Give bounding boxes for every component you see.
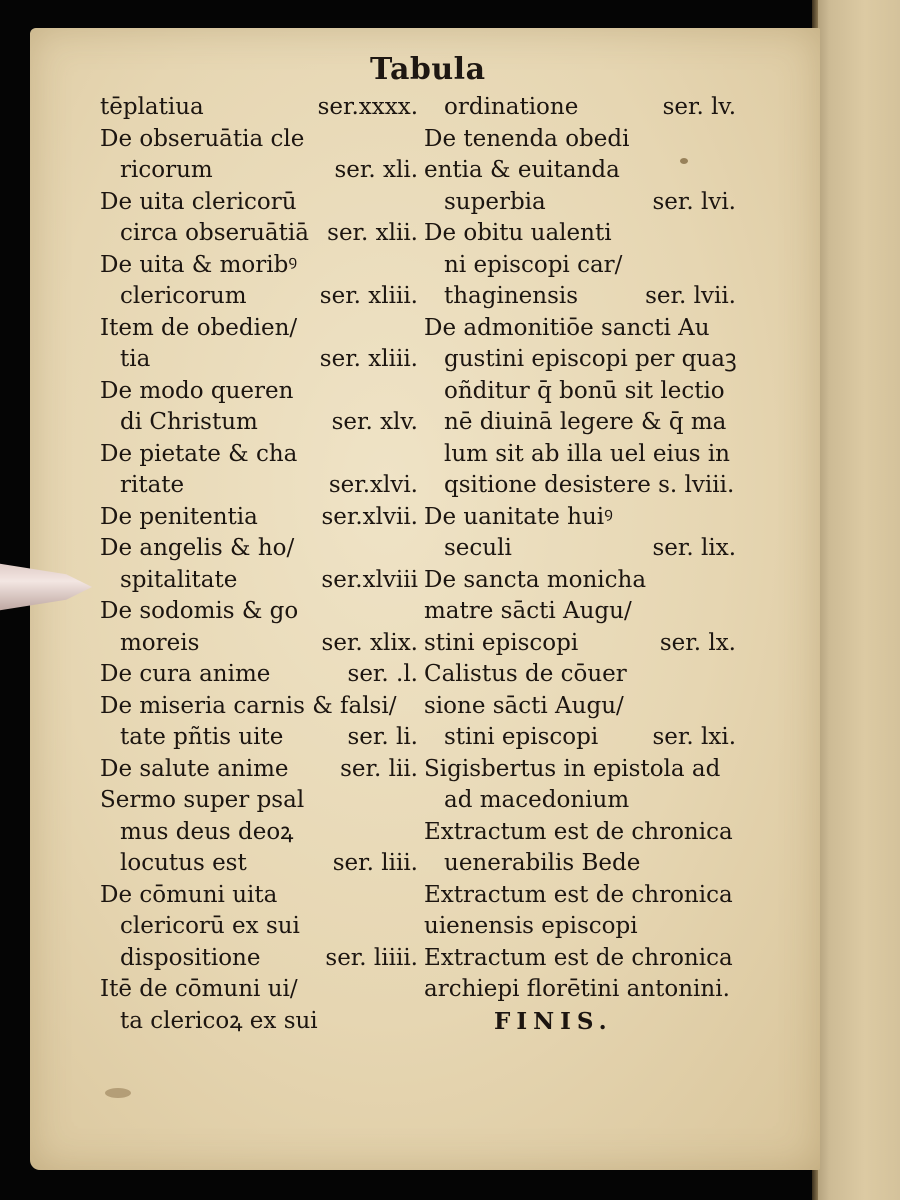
index-entry — [100, 439, 418, 471]
index-entry — [100, 754, 418, 786]
entry-title: tate pñtis uite — [120, 724, 284, 750]
index-entry — [100, 848, 418, 880]
index-entry — [424, 187, 736, 219]
finis-text: FINIS. — [494, 1007, 613, 1035]
sermon-reference: ser. xlii. — [327, 220, 418, 246]
sermon-reference: ser. lix. — [652, 535, 736, 561]
index-entry — [100, 124, 418, 156]
index-entry — [424, 92, 736, 124]
sermon-reference: ser. lvi. — [652, 188, 736, 215]
facing-page-edge — [812, 0, 900, 1200]
index-entry — [424, 628, 736, 660]
entry-title: De tenenda obedi — [424, 125, 630, 152]
index-entry — [424, 250, 736, 282]
entry-title: clericorū ex sui — [120, 913, 300, 939]
entry-title: De uita & moribꝰ — [100, 251, 298, 278]
sermon-reference: ser. xlv. — [331, 409, 418, 435]
index-entry — [424, 880, 736, 912]
sermon-reference: ser. li. — [347, 724, 418, 750]
index-entry — [100, 218, 418, 250]
page-title: Tabula — [370, 52, 486, 87]
sermon-reference: ser. lvii. — [645, 283, 736, 309]
index-entry — [424, 313, 736, 345]
index-column-right — [424, 92, 736, 1037]
entry-title: uenerabilis Bede — [444, 850, 641, 876]
entry-title: Extractum est de chronica — [424, 818, 733, 845]
index-entry — [424, 785, 736, 817]
entry-title: ni episcopi car/ — [444, 251, 623, 278]
entry-title: superbia — [444, 188, 546, 215]
entry-title: oñditur q̄ bonū sit lectio — [444, 377, 725, 404]
sermon-reference: ser. xliii. — [319, 346, 418, 372]
entry-title: De angelis & ho/ — [100, 535, 295, 561]
index-entry — [100, 281, 418, 313]
sermon-reference: ser.xlvi. — [328, 472, 418, 498]
entry-title: lum sit ab illa uel eius in — [444, 440, 730, 467]
index-entry — [424, 943, 736, 975]
entry-title: nē diuinā legere & q̄ ma — [444, 409, 727, 435]
entry-title: De cōmuni uita — [100, 881, 278, 908]
entry-title: ricorum — [120, 157, 213, 183]
index-entry — [424, 565, 736, 597]
entry-title: thaginensis — [444, 283, 579, 309]
entry-title: locutus est — [120, 850, 247, 876]
entry-title: De sancta monicha — [424, 566, 647, 593]
sermon-reference: ser. xlix. — [321, 629, 418, 656]
index-entry — [424, 439, 736, 471]
index-entry — [424, 659, 736, 691]
index-entry — [100, 407, 418, 439]
entry-title: tēplatiua — [100, 94, 204, 120]
index-entry — [424, 155, 736, 187]
index-entry — [100, 502, 418, 534]
entry-title: ordinatione — [444, 94, 579, 120]
index-entry — [424, 124, 736, 156]
entry-title: seculi — [444, 535, 512, 561]
entry-title: circa obseruātiā — [120, 220, 309, 246]
sermon-reference: ser. liii. — [332, 850, 418, 876]
entry-title: De obseruātia cle — [100, 125, 305, 152]
sermon-reference: ser. liiii. — [325, 944, 418, 971]
index-entry — [100, 250, 418, 282]
sermon-reference: ser. lx. — [659, 629, 736, 656]
index-entry — [100, 470, 418, 502]
index-entry — [100, 691, 418, 723]
sermon-reference: ser.xlviii — [321, 566, 418, 593]
index-entry — [424, 974, 736, 1006]
entry-title: De obitu ualenti — [424, 220, 612, 246]
entry-title: Itē de cōmuni ui/ — [100, 976, 298, 1002]
sermon-reference: ser.xxxx. — [317, 94, 418, 120]
index-entry — [424, 281, 736, 313]
index-entry — [424, 911, 736, 943]
index-entry — [424, 344, 736, 376]
entry-title: Extractum est de chronica — [424, 881, 733, 908]
index-entry — [424, 470, 736, 502]
index-entry — [100, 722, 418, 754]
index-entry — [424, 376, 736, 408]
index-entry — [100, 596, 418, 628]
index-entry — [100, 880, 418, 912]
entry-title: De penitentia — [100, 503, 258, 530]
entry-title: De miseria carnis & falsi/ — [100, 692, 397, 719]
index-entry — [100, 911, 418, 943]
index-entry — [100, 313, 418, 345]
ink-stain — [105, 1088, 131, 1098]
index-entry — [100, 943, 418, 975]
index-entry — [424, 691, 736, 723]
index-entry — [100, 974, 418, 1006]
index-entry — [100, 1006, 418, 1038]
entry-title: De admonitiōe sancti Au — [424, 314, 710, 341]
sermon-reference: ser. xli. — [334, 157, 418, 183]
entry-title: De sodomis & go — [100, 598, 299, 624]
entry-title: stini episcopi — [424, 629, 579, 656]
entry-title: tia — [120, 346, 151, 372]
entry-title: Extractum est de chronica — [424, 944, 733, 971]
entry-title: di Christum — [120, 409, 258, 435]
entry-title: De salute anime — [100, 755, 289, 782]
index-entry — [424, 218, 736, 250]
entry-title: Item de obedien/ — [100, 314, 298, 341]
entry-title: Sigisbertus in epistola ad — [424, 755, 721, 782]
entry-title: matre sācti Augu/ — [424, 598, 632, 624]
index-entry — [100, 155, 418, 187]
entry-title: sione sācti Augu/ — [424, 692, 624, 719]
index-entry — [424, 722, 736, 754]
index-entry — [424, 502, 736, 534]
index-entry — [100, 817, 418, 849]
index-entry — [100, 533, 418, 565]
entry-title: De uanitate huiꝰ — [424, 503, 613, 530]
index-entry — [424, 533, 736, 565]
index-entry — [424, 848, 736, 880]
index-entry — [100, 628, 418, 660]
entry-title: stini episcopi — [444, 724, 599, 750]
sermon-reference: ser. lii. — [340, 755, 418, 782]
index-entry — [100, 659, 418, 691]
index-entry — [100, 785, 418, 817]
sermon-reference: ser. lxi. — [652, 724, 736, 750]
index-entry — [424, 407, 736, 439]
index-column-left — [100, 92, 418, 1037]
index-entry — [424, 817, 736, 849]
entry-title: spitalitate — [120, 566, 238, 593]
entry-title: Sermo super psal — [100, 787, 305, 813]
index-entry — [100, 565, 418, 597]
entry-title: De cura anime — [100, 661, 271, 687]
index-entry — [100, 376, 418, 408]
entry-title: De pietate & cha — [100, 440, 298, 467]
entry-title: ad macedonium — [444, 787, 630, 813]
entry-title: ta clericoꝝ ex sui — [120, 1007, 318, 1034]
entry-title: qsitione desistere s. lviii. — [444, 472, 735, 498]
entry-title: uienensis episcopi — [424, 913, 638, 939]
index-entry — [424, 754, 736, 786]
sermon-reference: ser.xlvii. — [321, 503, 418, 530]
entry-title: De modo queren — [100, 377, 294, 404]
index-entry — [424, 596, 736, 628]
entry-title: gustini episcopi per quaꝫ — [444, 346, 737, 372]
entry-title: mus deus deoꝝ — [120, 818, 294, 845]
index-entry — [100, 344, 418, 376]
entry-title: Calistus de cōuer — [424, 661, 627, 687]
finis-line — [424, 1006, 736, 1038]
index-entry — [100, 92, 418, 124]
entry-title: dispositione — [120, 944, 261, 971]
entry-title: clericorum — [120, 283, 247, 309]
entry-title: De uita clericorū — [100, 188, 297, 215]
sermon-reference: ser. .l. — [347, 661, 418, 687]
entry-title: moreis — [120, 629, 200, 656]
sermon-reference: ser. lv. — [662, 94, 736, 120]
entry-title: entia & euitanda — [424, 157, 620, 183]
sermon-reference: ser. xliii. — [319, 283, 418, 309]
entry-title: archiepi florētini antonini. — [424, 976, 730, 1002]
index-entry — [100, 187, 418, 219]
entry-title: ritate — [120, 472, 185, 498]
